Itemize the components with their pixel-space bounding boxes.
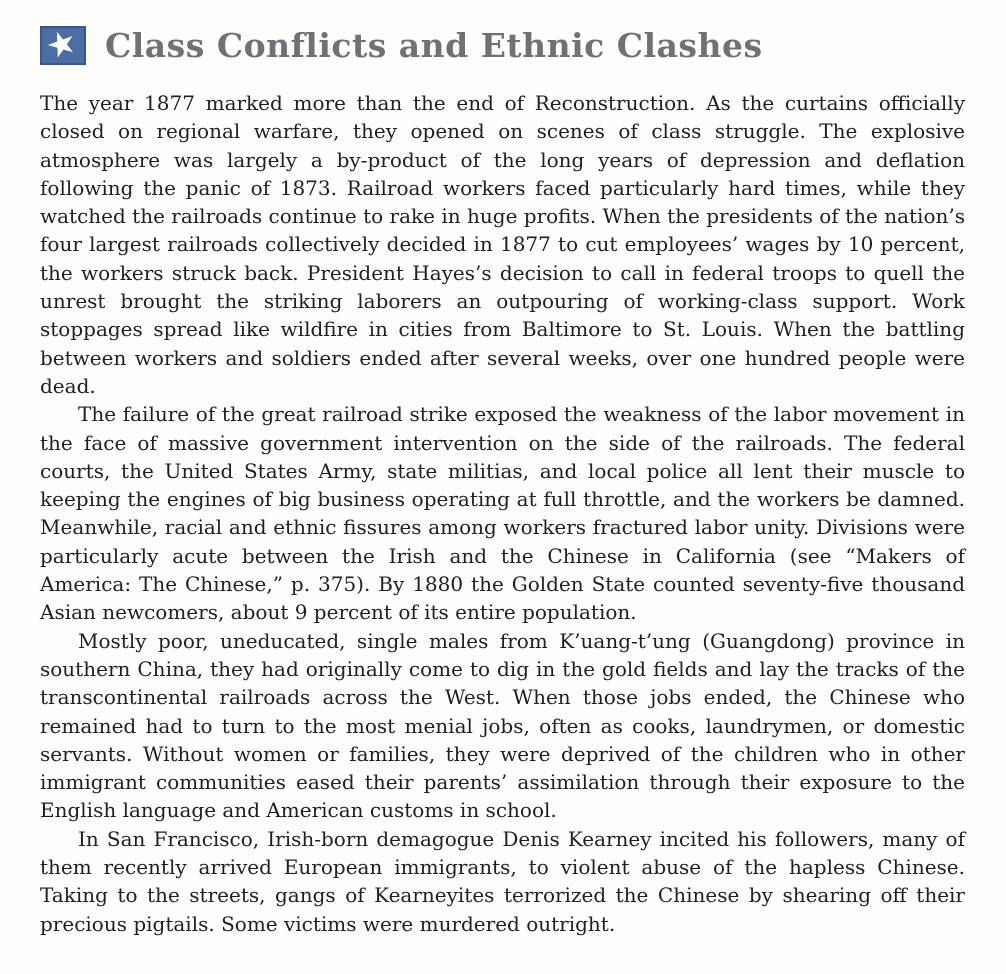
- article-body: [40, 89, 965, 938]
- section-header: [40, 19, 965, 68]
- paragraph-2: The failure of the great railroad strike exposed the weakness of the labor movement in the face of massive government intervention on the side of the railroads. The federal courts, the United States Army, state militias, and local police all lent their muscle to keeping the engines of big business operating at full throttle, and the workers be damned. Meanwhile, racial and ethnic fissures among workers fractured labor unity. Divisions were particularly acute between the Irish and the Chinese in California (see “Makers of America: The Chinese,” p. 375). By 1880 the Golden State counted seventy-five thousand Asian newcomers, about 9 percent of its entire population.: [40, 402, 965, 625]
- star-icon: [40, 19, 86, 68]
- section-title: Class Conflicts and Ethnic Clashes: [105, 26, 763, 65]
- star-icon-glyph: ★: [40, 19, 83, 68]
- paragraph-1: The year 1877 marked more than the end of Reconstruction. As the curtains officially closed on regional warfare, they opened on scenes of class struggle. The explosive atmosphere was largely a by-product of the long years of depression and deflation following the panic of 1873. Railroad workers faced particularly hard times, while they watched the railroads continue to rake in huge profits. When the presidents of the nation’s four largest railroads collectively decided in 1877 to cut employees’ wages by 10 percent, the workers struck back. President Hayes’s decision to call in federal troops to quell the unrest brought the striking laborers an outpouring of working-class support. Work stoppages spread like wildfire in cities from Baltimore to St. Louis. When the battling between workers and soldiers ended after several weeks, over one hundred people were dead.: [40, 91, 965, 398]
- paragraph-4: In San Francisco, Irish-born demagogue Denis Kearney incited his followers, many of them recently arrived European immigrants, to violent abuse of the hapless Chinese. Taking to the streets, gangs of Kearneyites terrorized the Chinese by shearing off their precious pigtails. Some victims were murdered outright.: [40, 826, 965, 936]
- paragraph-3: Mostly poor, uneducated, single males from K’uang-t’ung (Guangdong) province in southern China, they had originally come to dig in the gold fields and lay the tracks of the transcontinental railroads across the West. When those jobs ended, the Chinese who remained had to turn to the most menial jobs, often as cooks, laundrymen, or domestic servants. Without women or families, they were deprived of the children who in other immigrant communities eased their parents’ assimilation through their exposure to the English language and American customs in school.: [40, 628, 965, 823]
